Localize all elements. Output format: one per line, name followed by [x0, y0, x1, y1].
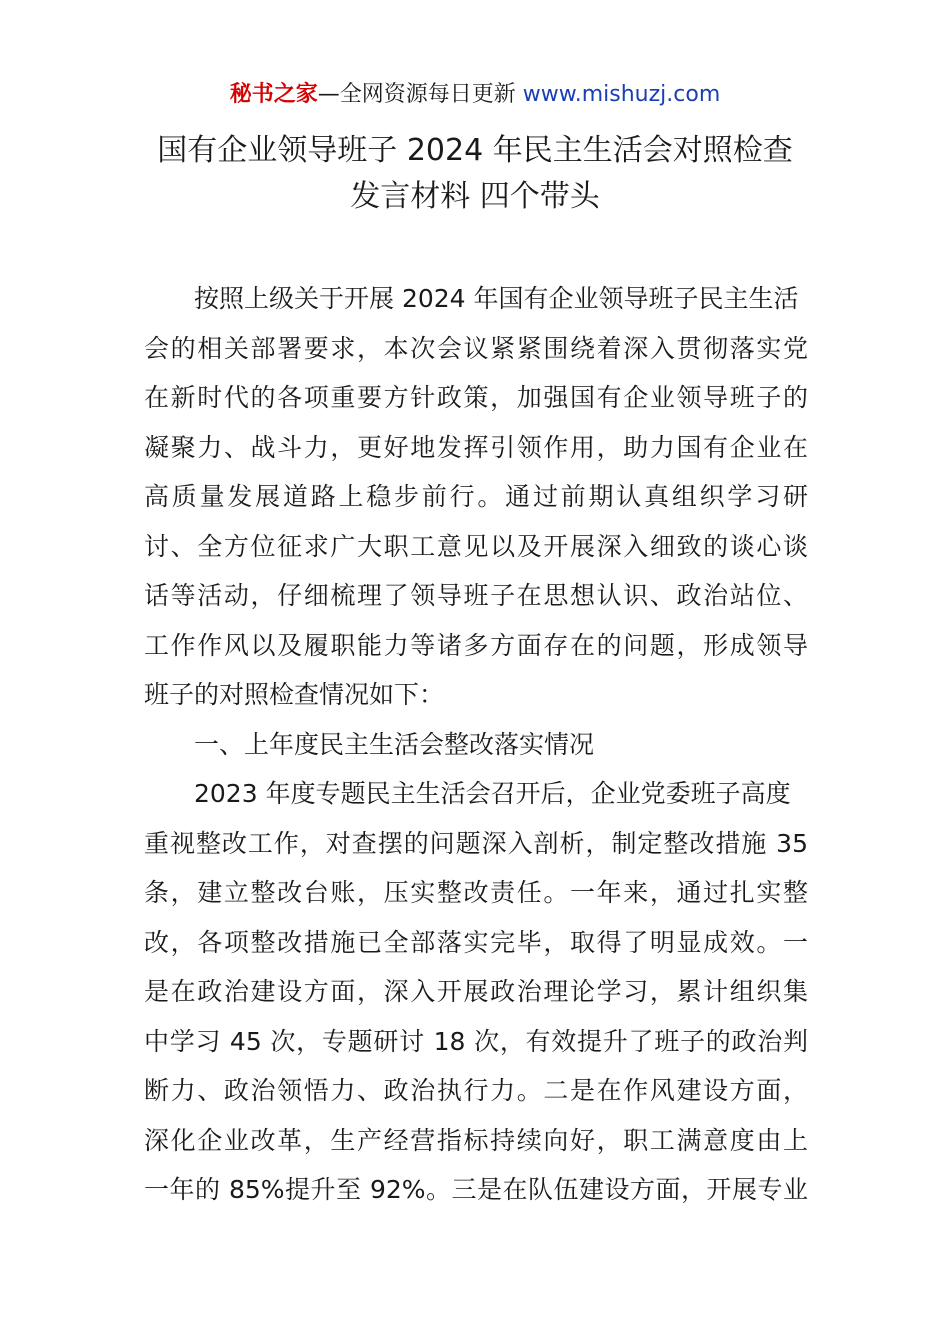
- title-line: 发言材料 四个带头: [350, 179, 600, 214]
- paragraph-line: 2023 年度专题民主生活会召开后，企业党委班子高度: [194, 779, 791, 808]
- document-body: [144, 274, 808, 1215]
- paragraph-line: 在新时代的各项重要方针政策，加强国有企业领导班子的: [144, 383, 808, 412]
- paragraph-line: 话等活动，仔细梳理了领导班子在思想认识、政治站位、: [144, 581, 808, 610]
- site-header: [0, 78, 950, 112]
- paragraph-line: 条，建立整改台账，压实整改责任。一年来，通过扎实整: [144, 878, 808, 907]
- paragraph-line: 断力、政治领悟力、政治执行力。二是在作风建设方面，: [144, 1076, 808, 1105]
- paragraph-line: 高质量发展道路上稳步前行。通过前期认真组织学习研: [144, 482, 808, 511]
- paragraph-line: 是在政治建设方面，深入开展政治理论学习，累计组织集: [144, 977, 808, 1006]
- document-title: [100, 128, 850, 220]
- paragraph-line: 重视整改工作，对查摆的问题深入剖析，制定整改措施 35: [144, 828, 808, 858]
- paragraph-line: 改，各项整改措施已全部落实完毕，取得了明显成效。一: [144, 927, 808, 957]
- header-tagline: —全网资源每日更新: [317, 82, 523, 107]
- paragraph-line: 凝聚力、战斗力，更好地发挥引领作用，助力国有企业在: [144, 432, 808, 462]
- paragraph-line: 中学习 45 次，专题研讨 18 次，有效提升了班子的政治判: [144, 1026, 808, 1056]
- paragraph-line: 工作作风以及履职能力等诸多方面存在的问题，形成领导: [144, 630, 808, 660]
- section-heading: 一、上年度民主生活会整改落实情况: [194, 729, 595, 759]
- paragraph-line: 按照上级关于开展 2024 年国有企业领导班子民主生活: [194, 284, 799, 313]
- brand-name: 秘书之家: [229, 82, 318, 107]
- paragraph-line: 会的相关部署要求，本次会议紧紧围绕着深入贯彻落实党: [144, 333, 808, 363]
- site-url-link[interactable]: www.mishuzj.com: [522, 82, 721, 107]
- title-line: 国有企业领导班子 2024 年民主生活会对照检查: [157, 133, 793, 168]
- paragraph-line: 一年的 85%提升至 92%。三是在队伍建设方面，开展专业: [144, 1175, 808, 1204]
- paragraph-line: 讨、全方位征求广大职工意见以及开展深入细致的谈心谈: [144, 531, 808, 561]
- paragraph-line: 班子的对照检查情况如下：: [144, 680, 445, 709]
- paragraph-line: 深化企业改革，生产经营指标持续向好，职工满意度由上: [144, 1125, 808, 1155]
